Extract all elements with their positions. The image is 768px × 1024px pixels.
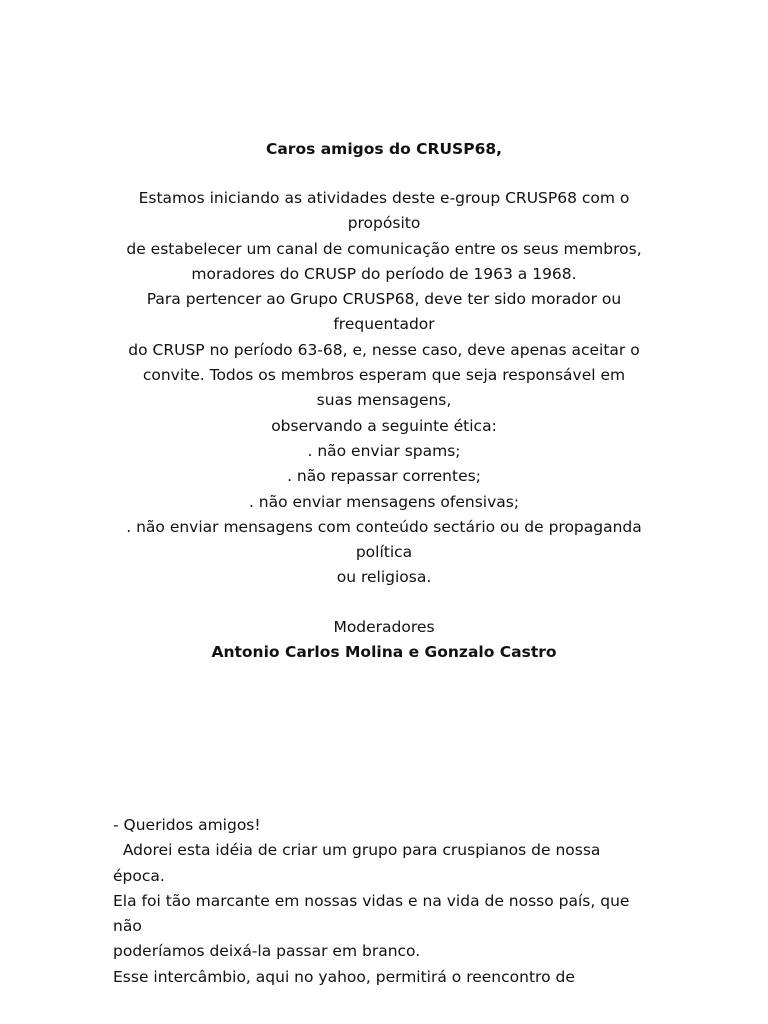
intro-line-4: moradores do CRUSP do período de 1963 a 1968.	[191, 264, 577, 283]
intro-line-15: política	[355, 543, 413, 562]
intro-line-5: Para pertencer ao Grupo CRUSP68, deve ter sido morador ou	[146, 290, 622, 309]
letter-line-6: poderíamos deixá-la passar em branco.	[113, 942, 421, 961]
intro-line-12: . não repassar correntes;	[287, 467, 481, 486]
intro-line-3: de estabelecer um canal de comunicação entre os seus membros,	[126, 239, 642, 258]
letter-line-5: não	[113, 917, 142, 936]
intro-line-16: ou religiosa.	[336, 568, 432, 587]
letter-line-3: época.	[113, 866, 165, 885]
moderators-label: Moderadores	[333, 618, 435, 636]
intro-line-9: suas mensagens,	[316, 391, 452, 410]
intro-line-10: observando a seguinte ética:	[271, 416, 497, 435]
intro-line-8: convite. Todos os membros esperam que seja responsável em	[142, 366, 626, 385]
letter-paragraph	[113, 813, 673, 990]
intro-line-2: propósito	[347, 214, 421, 233]
letter-line-7: Esse intercâmbio, aqui no yahoo, permitirá o reencontro de	[113, 967, 575, 986]
intro-line-11: . não enviar spams;	[307, 441, 461, 460]
intro-line-6: frequentador	[333, 315, 435, 334]
letter-line-1: - Queridos amigos!	[113, 816, 261, 834]
moderators-names: Antonio Carlos Molina e Gonzalo Castro	[211, 643, 557, 661]
intro-line-13: . não enviar mensagens ofensivas;	[248, 492, 520, 511]
intro-paragraph	[60, 186, 708, 591]
intro-line-14: . não enviar mensagens com conteúdo sectário ou de propaganda	[126, 517, 642, 536]
intro-line-7: do CRUSP no período 63-68, e, nesse caso, deve apenas aceitar o	[128, 340, 640, 359]
page-title: Caros amigos do CRUSP68,	[265, 140, 503, 158]
letter-line-2: Adorei esta idéia de criar um grupo para cruspianos de nossa	[113, 841, 601, 860]
intro-line-1: Estamos iniciando as atividades deste e-group CRUSP68 com o	[138, 189, 630, 207]
letter-line-4: Ela foi tão marcante em nossas vidas e na vida de nosso país, que	[113, 891, 630, 910]
